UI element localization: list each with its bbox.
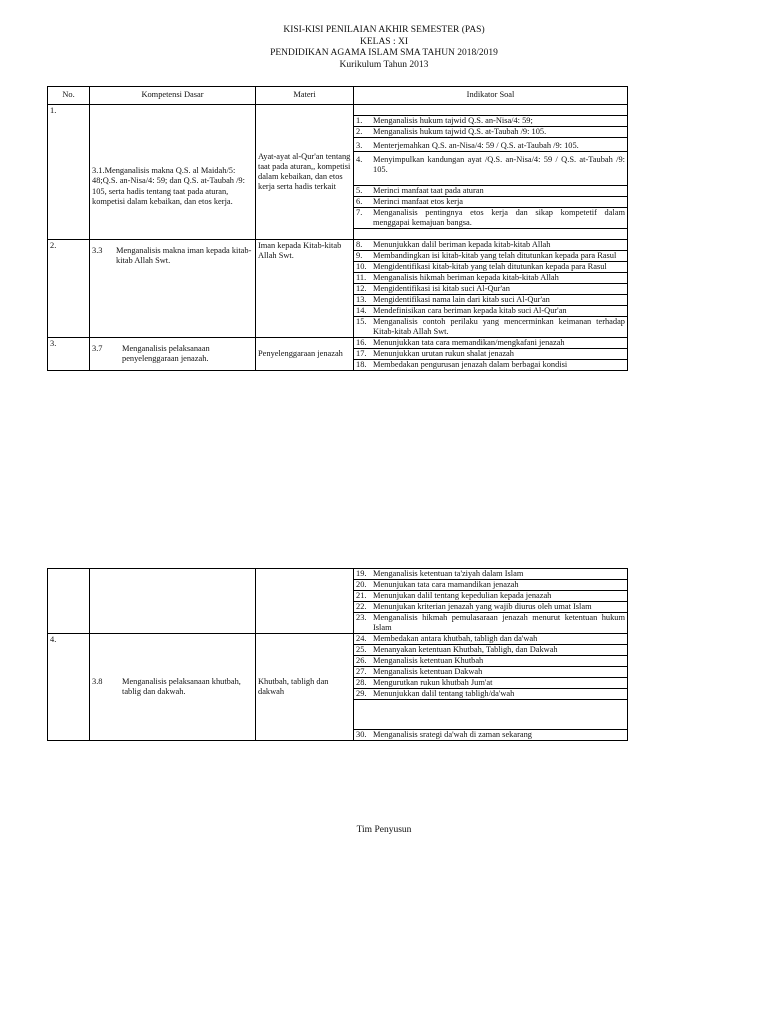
indicator-item: 26. Menganalisis ketentuan Khutbah [354, 656, 627, 667]
indicator-item: 17. Menunjukkan urutan rukun shalat jenazah [354, 349, 627, 360]
materi-text: Iman kepada Kitab-kitab Allah Swt. [258, 241, 342, 261]
materi-text: Penyelenggaraan jenazah [258, 348, 343, 358]
indicator-item: 28. Mengurutkan rukun khutbah Jum'at [354, 678, 627, 689]
materi-cell [256, 569, 354, 634]
indicator-item: 20. Menunjukan tata cara mamandikan jenazah [354, 580, 627, 591]
col-header-no: No. [48, 87, 90, 105]
document-header [0, 25, 768, 71]
materi-cell [256, 634, 354, 741]
kd-number: 3.3 [92, 246, 103, 255]
table-row [48, 634, 628, 741]
indikator-cell [354, 338, 628, 371]
kd-number: 3.7 [92, 343, 103, 353]
header-class: KELAS : XI [359, 36, 409, 47]
footer-signature: Tim Penyusun [356, 825, 412, 835]
indicator-item: 25. Menanyakan ketentuan Khutbah, Tabligh, dan Dakwah [354, 645, 627, 656]
indikator-cell [354, 569, 628, 634]
row-number: 1. [48, 105, 90, 240]
indicator-list [354, 115, 627, 175]
indicator-item: 29. Menunjukkan dalil tentang tabligh/da'wah [354, 689, 627, 700]
kd-number: 3.8 [92, 676, 103, 686]
col-header-materi: Materi [256, 87, 354, 105]
materi-text: Ayat-ayat al-Qur'an tentang taat pada aturan,, kompetisi dalam kebaikan, dan etos kerja serta hadis terkait [258, 151, 351, 192]
header-subject: PENDIDIKAN AGAMA ISLAM SMA TAHUN 2018/2019 [270, 48, 498, 58]
indicator-item: 18. Membedakan pengurusan jenazah dalam berbagai kondisi [356, 360, 568, 369]
kompetensi-dasar-text: 3.1.Menganalisis makna Q.S. al Maidah/5: 48;Q.S. an-Nisa/4: 59; dan Q.S. at-Taubah /9: 105, serta hadis tentang taat pada aturan, kompetisi dalam kebaikan, dan etos kerja. [92, 166, 245, 206]
indicator-item: 21. Menunjukan dalil tentang kepedulian kepada jenazah [354, 591, 627, 602]
col-header-kd: Kompetensi Dasar [90, 87, 256, 105]
indicator-item: 1. Menganalisis hukum tajwid Q.S. an-Nisa/4: 59; [354, 116, 627, 127]
kompetensi-dasar-cell [90, 338, 256, 371]
indicator-item: 12. Mengidentifikasi isi kitab suci Al-Qur'an [354, 284, 627, 295]
table-header-row [48, 87, 628, 105]
indicator-item: 24. Membedakan antara khutbah, tabligh dan da'wah [354, 634, 627, 645]
indicator-list [354, 634, 627, 740]
indicator-item: 19. Menganalisis ketentuan ta'ziyah dalam Islam [354, 569, 627, 580]
header-title: KISI-KISI PENILAIAN AKHIR SEMESTER (PAS) [283, 25, 485, 35]
kompetensi-dasar-text: Menganalisis pelaksanaan khutbah, tablig dan dakwah. [122, 676, 241, 696]
indicator-list [354, 185, 627, 228]
table-row [48, 569, 628, 634]
materi-cell [256, 105, 354, 240]
indicator-list [354, 338, 627, 370]
indicator-item: 2. Menganalisis hukum tajwid Q.S. at-Taubah /9: 105. [354, 127, 627, 138]
table-row [48, 240, 628, 338]
kompetensi-dasar-cell [90, 634, 256, 741]
indikator-cell [354, 634, 628, 741]
kompetensi-dasar-text: Menganalisis pelaksanaan penyelenggaraan jenazah. [122, 343, 210, 363]
indikator-cell [354, 240, 628, 338]
indicator-item: 9. Membandingkan isi kitab-kitab yang telah ditutunkan kepada para Rasul [354, 251, 627, 262]
indicator-item: 16. Menunjukkan tata cara memandikan/mengkafani jenazah [354, 338, 627, 349]
indicator-item: 6. Merinci manfaat etos kerja [354, 197, 627, 208]
table-row [48, 338, 628, 371]
indicator-item: 15. Menganalisis contoh perilaku yang mencerminkan keimanan terhadap Kitab-kitab Allah Swt. [356, 317, 625, 336]
indicator-list [354, 569, 627, 633]
indicator-item: 27. Menganalisis ketentuan Dakwah [354, 667, 627, 678]
row-number [48, 569, 90, 634]
materi-cell [256, 240, 354, 338]
indicator-item: 8. Menunjukkan dalil beriman kepada kitab-kitab Allah [354, 240, 627, 251]
header-curriculum: Kurikulum Tahun 2013 [339, 59, 429, 70]
kompetensi-dasar-cell [90, 240, 256, 338]
indicator-item: 5. Merinci manfaat taat pada aturan [354, 186, 627, 197]
indicator-item: 22. Menunjukan kriterian jenazah yang wajib diurus oleh umat Islam [354, 602, 627, 613]
kisi-kisi-table [47, 86, 628, 371]
kompetensi-dasar-text: Menganalisis makna iman kepada kitab-kitab Allah Swt. [116, 246, 252, 266]
kisi-kisi-table-continued [47, 568, 628, 741]
kompetensi-dasar-cell [90, 105, 256, 240]
indicator-item: 10. Mengidentifikasi kitab-kitab yang telah ditutunkan kepada para Rasul [354, 262, 627, 273]
indicator-item: 11. Menganalisis hikmah beriman kepada kitab-kitab Allah [354, 273, 627, 284]
materi-text: Khutbah, tabligh dan dakwah [258, 676, 329, 696]
col-header-indikator: Indikator Soal [354, 87, 628, 105]
table-row [48, 105, 628, 240]
indikator-cell [354, 105, 628, 240]
indicator-item: 7. Menganalisis pentingnya etos kerja dan sikap kompetetif dalam menggapai kemajuan bangsa. [356, 208, 625, 227]
indicator-item: 14. Mendefinisikan cara beriman kepada kitab suci Al-Qur'an [354, 306, 627, 317]
indicator-item: 23. Menganalisis hikmah pemulasaraan jenazah menurut ketentuan hukum Islam [356, 613, 625, 632]
indicator-item: 3. Menterjemahkan Q.S. an-Nisa/4: 59 / Q.S. at-Taubah /9: 105. [354, 138, 627, 152]
indicator-item: 13. Mengidentifikasi nama lain dari kitab suci Al-Qur'an [354, 295, 627, 306]
materi-cell [256, 338, 354, 371]
row-number: 3. [48, 338, 90, 371]
row-number: 4. [48, 634, 90, 741]
indicator-item: 4. Menyimpulkan kandungan ayat /Q.S. an-Nisa/4: 59 / Q.S. at-Taubah /9: 105. [356, 155, 625, 174]
indicator-spacer [354, 700, 627, 730]
indicator-item: 30. Menganalisis srategi da'wah di zaman sekarang [356, 730, 532, 739]
kompetensi-dasar-cell [90, 569, 256, 634]
indicator-list [354, 240, 627, 337]
row-number: 2. [48, 240, 90, 338]
